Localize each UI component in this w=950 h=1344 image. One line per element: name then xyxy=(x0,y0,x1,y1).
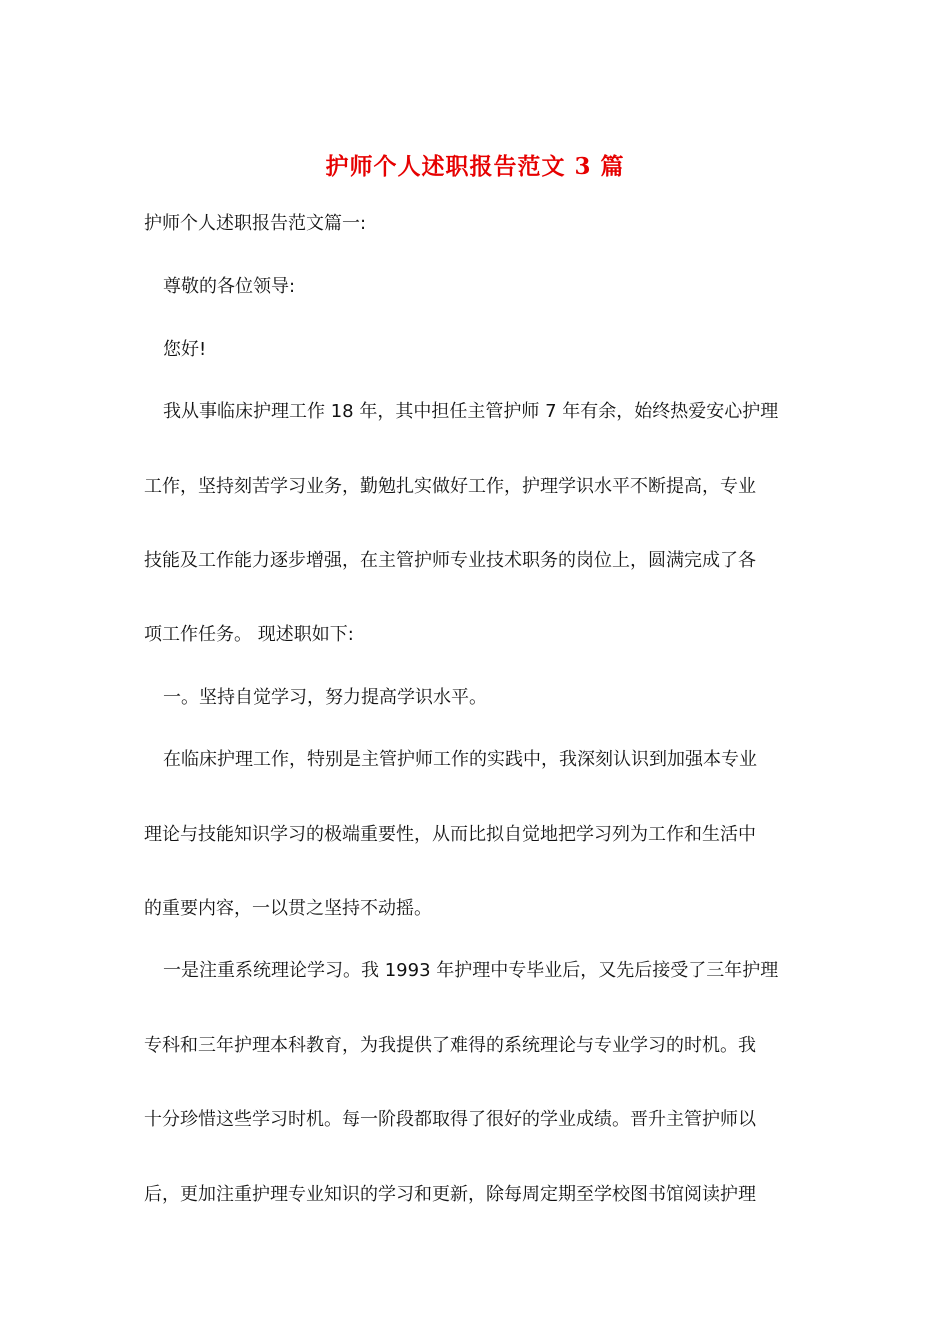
paragraph-line: 的重要内容，一以贯之坚持不动摇。 xyxy=(144,898,432,919)
paragraph-line: 在临床护理工作，特别是主管护师工作的实践中，我深刻认识到加强本专业 xyxy=(163,749,757,770)
document-title: 护师个人述职报告范文 3 篇 xyxy=(325,153,625,180)
paragraph-line: 我从事临床护理工作 18 年，其中担任主管护师 7 年有余，始终热爱安心护理 xyxy=(163,401,779,422)
paragraph-line: 项工作任务。 现述职如下: xyxy=(144,624,354,645)
paragraph-line: 工作，坚持刻苦学习业务，勤勉扎实做好工作，护理学识水平不断提高，专业 xyxy=(144,476,756,497)
paragraph-line: 一是注重系统理论学习。我 1993 年护理中专毕业后，又先后接受了三年护理 xyxy=(163,960,779,981)
paragraph-line: 十分珍惜这些学习时机。每一阶段都取得了很好的学业成绩。晋升主管护师以 xyxy=(144,1109,756,1130)
salutation: 尊敬的各位领导: xyxy=(163,276,296,297)
paragraph-line: 理论与技能知识学习的极端重要性，从而比拟自觉地把学习列为工作和生活中 xyxy=(144,824,756,845)
greeting: 您好! xyxy=(163,339,207,360)
paragraph-line: 后，更加注重护理专业知识的学习和更新，除每周定期至学校图书馆阅读护理 xyxy=(144,1184,756,1205)
paragraph-line: 技能及工作能力逐步增强，在主管护师专业技术职务的岗位上，圆满完成了各 xyxy=(144,550,756,571)
paragraph-line: 专科和三年护理本科教育，为我提供了难得的系统理论与专业学习的时机。我 xyxy=(144,1035,756,1056)
section-heading-1: 护师个人述职报告范文篇一: xyxy=(144,213,367,234)
subheading-1: 一。坚持自觉学习，努力提高学识水平。 xyxy=(163,687,487,708)
